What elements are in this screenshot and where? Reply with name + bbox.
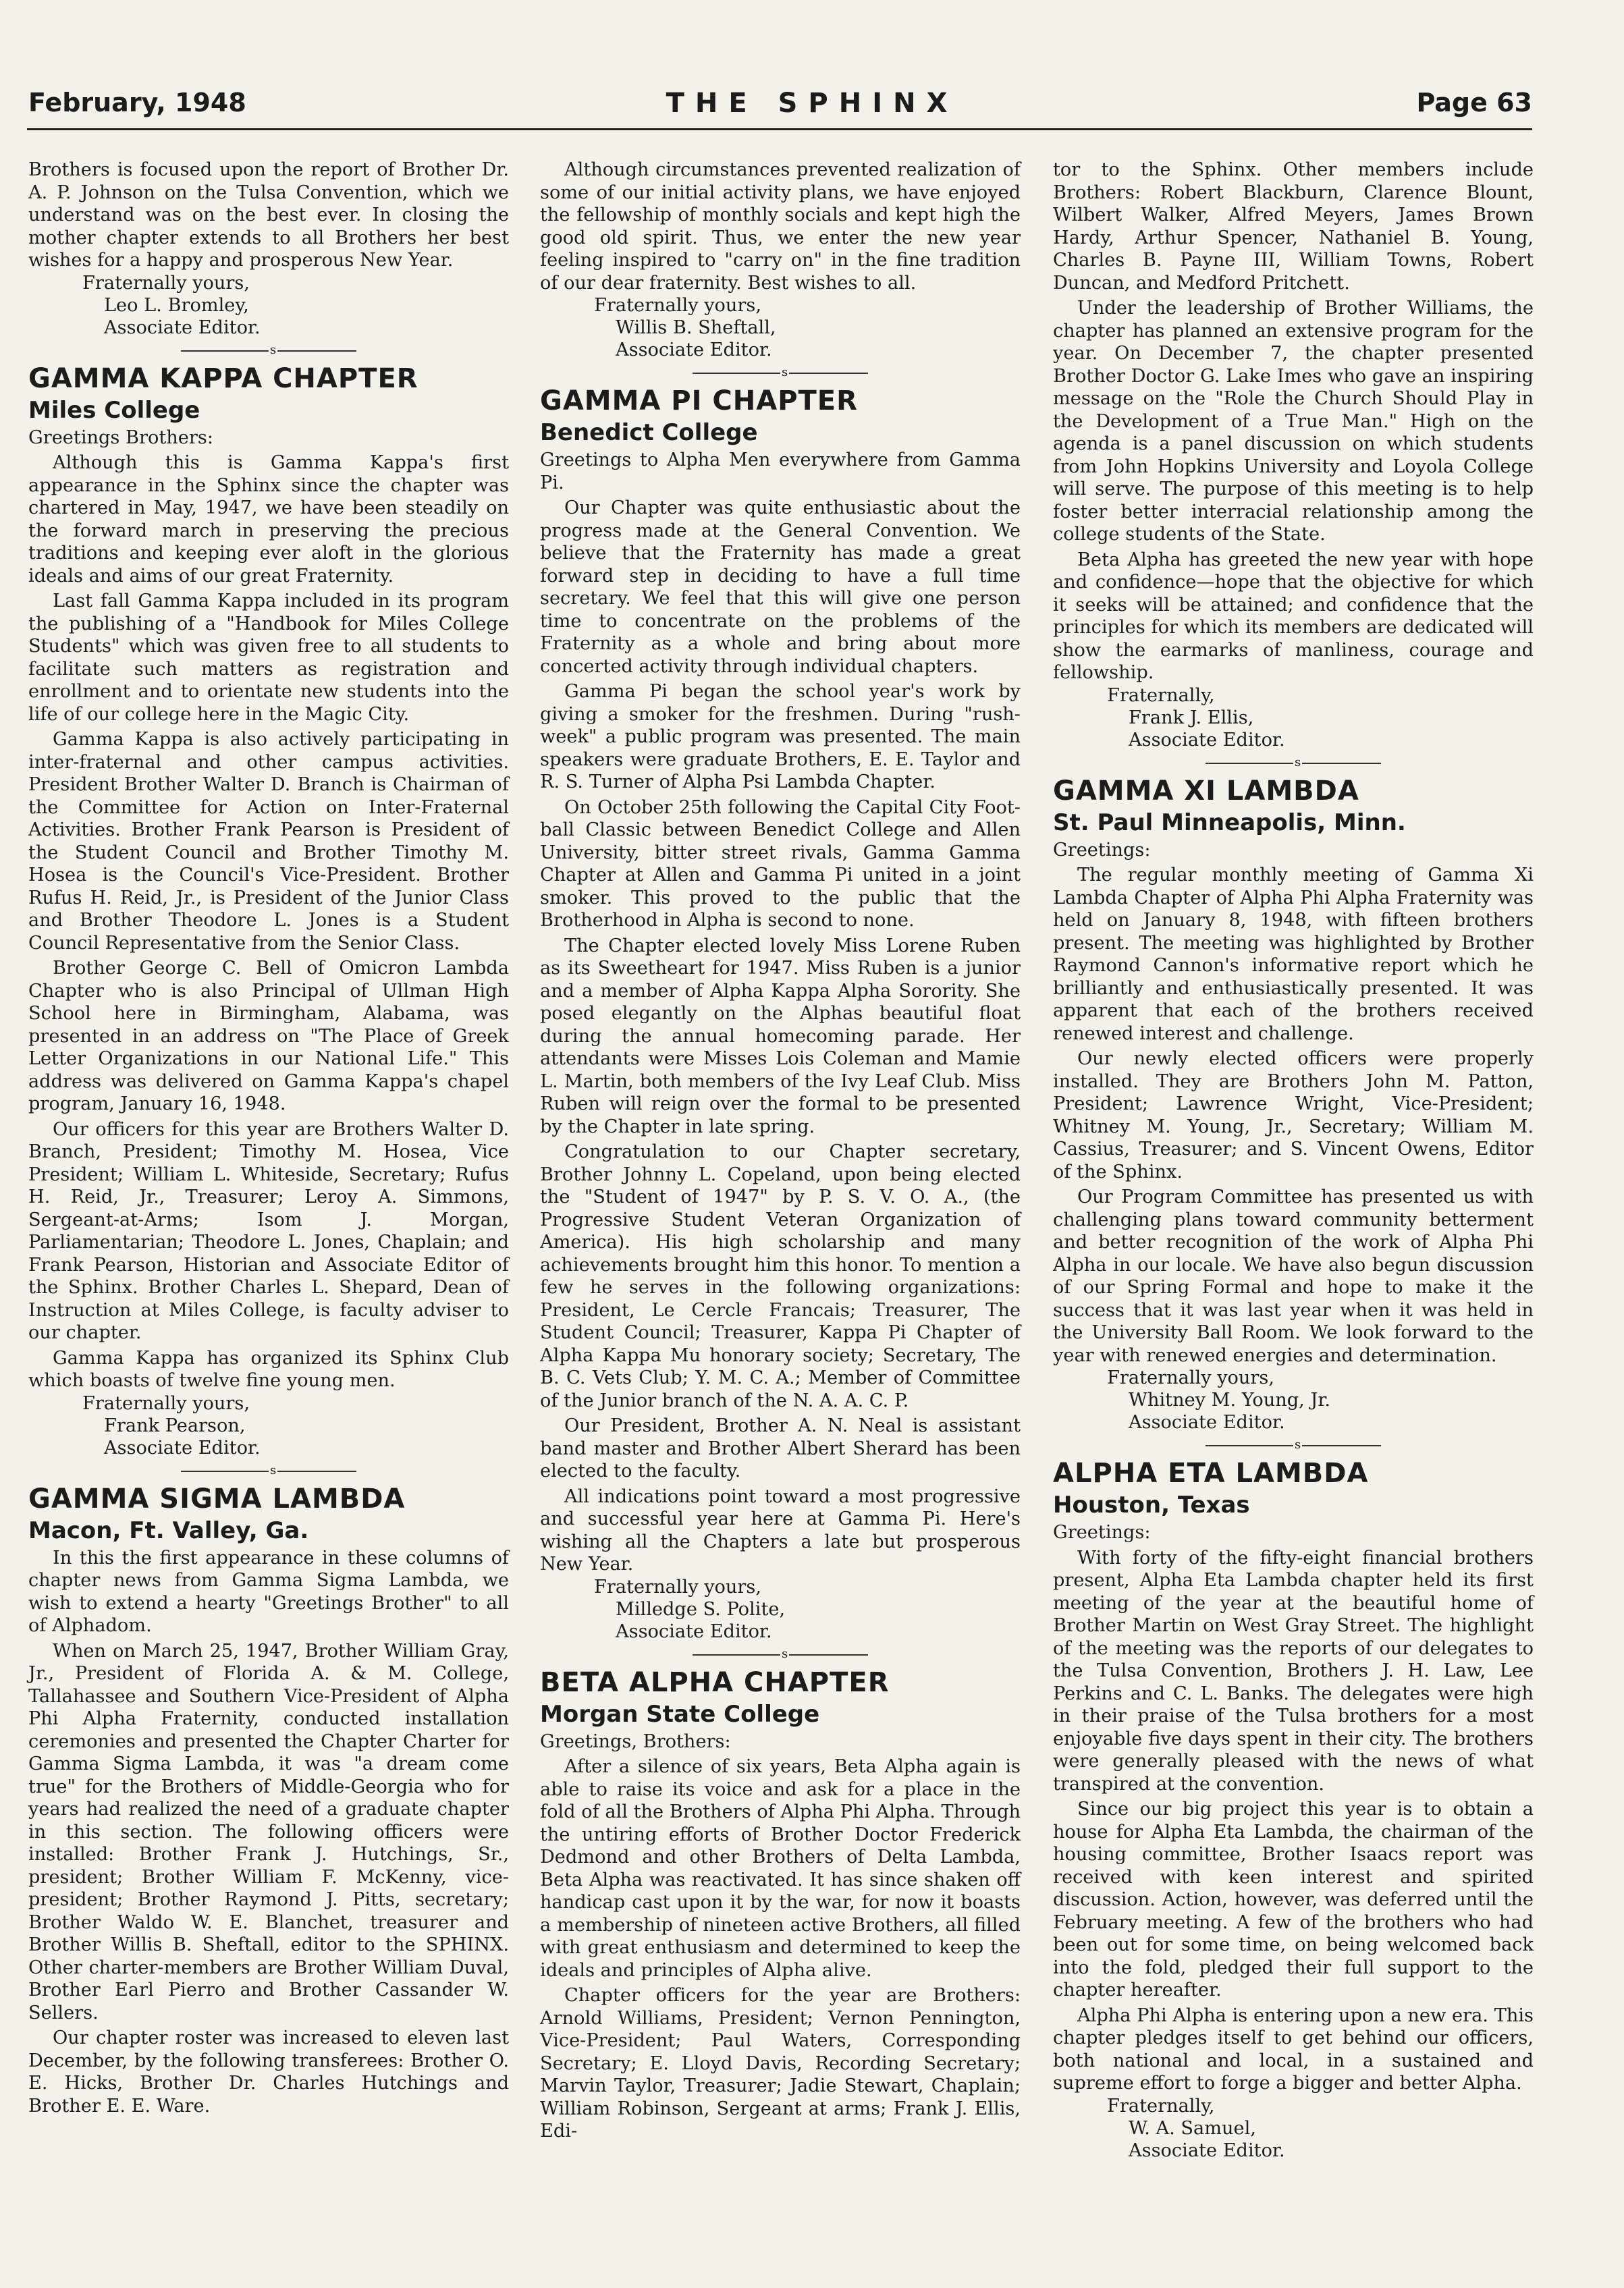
column-3 xyxy=(1053,159,1534,2162)
article-paragraph: Our Chapter was quite enthusiastic about the progress made at the General Convention. We believe that the Fraternity has made a great forward step in deciding to have a full time secretary. We feel that this will give one person time to concentrate on the problems of the Fraternity as a whole and bring about more concerted activity through individual chapters. xyxy=(540,497,1021,677)
chapter-heading: ALPHA ETA LAMBDA xyxy=(1053,1458,1369,1489)
article-paragraph: Although this is Gamma Kappa's first appearance in the Sphinx since the chapter was chartered in May, 1947, we have been steadily on the forward march in preserving the precious traditions and keeping ever aloft in the glorious ideals and aims of our great Fraternity. xyxy=(28,452,509,587)
signature-line: Frank J. Ellis, xyxy=(1129,707,1254,728)
article-paragraph: Under the leadership of Brother Williams, the chapter has planned an extensive program for the year. On December 7, the chapter presented Brother Doctor G. Lake Imes who gave an inspiring message on the "Role the Church Should Play in the Development of a True Man." High on the agenda is a panel discussion on which students from John Hopkins University and Loyola College will serve. The purpose of this meeting is to help foster better interracial relationship among the college students of the State. xyxy=(1053,298,1534,545)
divider-line xyxy=(181,350,356,352)
column-1 xyxy=(28,159,509,2117)
section-divider xyxy=(540,365,1021,379)
article-paragraph: Chapter officers for the year are Brothers: Arnold Williams, President; Vernon Pennington, Vice-President; Paul Waters, Corresponding Secretary; E. Lloyd Davis, Recording Secretary; Marvin Taylor, Treasurer; Jadie Stewart, Chaplain; William Robinson, Sergeant at arms; Frank J. Ellis, Edi- xyxy=(540,1985,1021,2142)
article-paragraph: Beta Alpha has greeted the new year with hope and confidence—hope that the objective for which it seeks will be attained; and confidence that the principles for which its members are dedicated will show the earmarks of manliness, courage and fellowship. xyxy=(1053,549,1534,683)
article-paragraph: Our Program Committee has presented us with challenging plans toward community betterment and better recognition of the work of Alpha Phi Alpha in our locale. We have also begun discussion of our Spring Formal and hope to make it the success that it was last year when it was held in the University Ball Room. We look forward to the year with renewed energies and determination. xyxy=(1053,1187,1534,1366)
article-paragraph: On October 25th following the Capital City Foot-ball Classic between Benedict College and Allen University, bitter street rivals, Gamma Gamma Chapter at Allen and Gamma Pi united in a joint smoker. This proved to the public that the Brotherhood in Alpha is second to none. xyxy=(540,796,1021,931)
article-paragraph: Since our big project this year is to obtain a house for Alpha Eta Lambda, the chairman of the housing committee, Brother Isaacs report was received with keen interest and spirited discussion. Action, however, was deferred until the February meeting. A few of the brothers who had been out for some time, on being welcomed back into the fold, pledged their full support to the chapter hereafter. xyxy=(1053,1799,1534,2000)
article-paragraph: Our newly elected officers were properly installed. They are Brothers John M. Patton, President; Lawrence Wright, Vice-President; Whitney M. Young, Jr., Secretary; William M. Cassius, Treasurer; and S. Vincent Owens, Editor of the Sphinx. xyxy=(1053,1048,1534,1182)
signature-line: W. A. Samuel, xyxy=(1129,2117,1256,2139)
signature-line: Associate Editor. xyxy=(1129,729,1285,751)
signature-line: Fraternally yours, xyxy=(1107,1367,1275,1388)
signature-block xyxy=(540,294,1021,361)
signature-line: Associate Editor. xyxy=(104,1437,261,1459)
article-paragraph: Our officers for this year are Brothers Walter D. Branch, President; Timothy M. Hosea, Vice President; William L. Whiteside, Secretary; Rufus H. Reid, Jr., Treasurer; Leroy A. Simmons, Sergeant-at-Arms; Isom J. Morgan, Parliamentarian; Theodore L. Jones, Chaplain; and Frank Pearson, Historian and Associate Editor of the Sphinx. Brother Charles L. Shepard, Dean of Instruction at Miles College, is faculty adviser to our chapter. xyxy=(28,1118,509,1343)
article-paragraph: All indications point toward a most progressive and successful year here at Gamma Pi. Here's wishing all the Chapters a late but prosperous New Year. xyxy=(540,1486,1021,1575)
greeting-line: Greetings: xyxy=(1053,1522,1151,1543)
section-divider xyxy=(28,343,509,356)
chapter-heading: GAMMA PI CHAPTER xyxy=(540,385,858,416)
signature-line: Fraternally yours, xyxy=(82,1392,250,1414)
signature-line: Fraternally yours, xyxy=(594,295,762,316)
article-paragraph: Gamma Kappa has organized its Sphinx Club which boasts of twelve fine young men. xyxy=(28,1347,509,1391)
article-paragraph: Our chapter roster was increased to eleven last December, by the following transferees: Brother O. E. Hicks, Brother Dr. Charles Hutchings and Brother E. E. Ware. xyxy=(28,2027,509,2117)
signature-block xyxy=(1053,2095,1534,2162)
divider-line xyxy=(181,1471,356,1472)
signature-block xyxy=(28,1392,509,1459)
article-paragraph: In this the first appearance in these columns of chapter news from Gamma Sigma Lambda, we wish to extend a hearty "Greetings Brother" to all of Alphadom. xyxy=(28,1547,509,1636)
article-paragraph: After a silence of six years, Beta Alpha again is able to raise its voice and ask for a place in the fold of all the Brothers of Alpha Phi Alpha. Through the untiring efforts of Brother Doctor Frederick Dedmond and other Brothers of Delta Lambda, Beta Alpha was reactivated. It has since shaken off handicap cast upon it by the war, for now it boasts a membership of nineteen active Brothers, all filled with great enthusiasm and determined to keep the ideals and principles of Alpha alive. xyxy=(540,1756,1021,1981)
article-paragraph: Gamma Pi began the school year's work by giving a smoker for the freshmen. During "rush-week" a public program was presented. The main speakers were graduate Brothers, E. E. Taylor and R. S. Turner of Alpha Psi Lambda Chapter. xyxy=(540,681,1021,792)
header-rule xyxy=(27,128,1532,130)
signature-line: Associate Editor. xyxy=(616,339,772,360)
signature-line: Associate Editor. xyxy=(1129,2140,1285,2161)
article-paragraph: With forty of the fifty-eight financial brothers present, Alpha Eta Lambda chapter held its first meeting of the year at the beautiful home of Brother Martin on West Gray Street. The highlight of the meeting was the reports of our delegates to the Tulsa Convention, Brothers J. H. Law, Lee Perkins and C. L. Banks. The delegates were high in their praise of the Tulsa brothers for a most enjoyable five days spent in their city. The brothers were generally pleased with the news of what transpired at the convention. xyxy=(1053,1547,1534,1795)
header-date: February, 1948 xyxy=(28,88,246,117)
divider-line xyxy=(693,373,868,374)
signature-line: Associate Editor. xyxy=(616,1620,772,1642)
signature-line: Milledge S. Polite, xyxy=(616,1598,786,1620)
signature-line: Willis B. Sheftall, xyxy=(616,317,776,338)
chapter-heading: GAMMA SIGMA LAMBDA xyxy=(28,1483,406,1515)
article-paragraph: tor to the Sphinx. Other members include Brothers: Robert Blackburn, Clarence Blount, Wilbert Walker, Alfred Meyers, James Brown Hardy, Arthur Spencer, Nathaniel B. Young, Charles B. Payne III, William Towns, Robert Duncan, and Medford Pritchett. xyxy=(1053,159,1534,294)
greeting-line: Greetings, Brothers: xyxy=(540,1731,731,1752)
greeting-line: Greetings: xyxy=(1053,839,1151,861)
signature-line: Frank Pearson, xyxy=(104,1415,246,1436)
article-paragraph: Last fall Gamma Kappa included in its program the publishing of a "Handbook for Miles College Students" which was given free to all students to facilitate such matters as registration and enrollment and to orientate new students into the life of our college here in the Magic City. xyxy=(28,591,509,725)
signature-line: Fraternally yours, xyxy=(594,1576,762,1598)
article-paragraph: Brother George C. Bell of Omicron Lambda Chapter who is also Principal of Ullman High School here in Birmingham, Alabama, was presented in an address on "The Place of Greek Letter Organizations in our National Life." This address was delivered on Gamma Kappa's chapel program, January 16, 1948. xyxy=(28,958,509,1114)
signature-line: Associate Editor. xyxy=(1129,1412,1285,1433)
article-paragraph: Gamma Kappa is also actively participating in inter-fraternal and other campus activities. President Brother Walter D. Branch is Chairman of the Committee for Action on Inter-Fraternal Activities. Brother Frank Pearson is President of the Student Council and Brother Timothy M. Hosea is the Council's Vice-President. Brother Rufus H. Reid, Jr., is President of the Junior Class and Brother Theodore L. Jones is a Student Council Representative from the Senior Class. xyxy=(28,729,509,954)
signature-line: Whitney M. Young, Jr. xyxy=(1129,1390,1331,1411)
chapter-heading: GAMMA XI LAMBDA xyxy=(1053,775,1359,807)
signature-line: Leo L. Bromley, xyxy=(104,294,249,316)
section-divider xyxy=(540,1647,1021,1660)
signature-line: Fraternally yours, xyxy=(82,272,250,294)
chapter-location: Morgan State College xyxy=(540,1700,820,1728)
signature-line: Fraternally, xyxy=(1107,684,1215,706)
chapter-location: Miles College xyxy=(28,396,200,424)
signature-line: Fraternally, xyxy=(1107,2095,1215,2117)
signature-line: Associate Editor. xyxy=(104,317,261,338)
column-2 xyxy=(540,159,1021,2143)
chapter-location: Houston, Texas xyxy=(1053,1492,1250,1519)
chapter-heading: BETA ALPHA CHAPTER xyxy=(540,1666,890,1698)
divider-line xyxy=(1206,1445,1381,1446)
article-paragraph: Brothers is focused upon the report of Brother Dr. A. P. Johnson on the Tulsa Convention, which we understand was on the best ever. In closing the mother chapter extends to all Brothers her best wishes for a happy and prosperous New Year. xyxy=(28,159,509,271)
article-paragraph: When on March 25, 1947, Brother William Gray, Jr., President of Florida A. & M. College, Tallahassee and Southern Vice-President of Alpha Phi Alpha Fraternity, conducted installation ceremonies and presented the Chapter Charter for Gamma Sigma Lambda, it was "a dream come true" for the Brothers of Middle-Georgia who for years had realized the need of a graduate chapter in this section. The following officers were installed: Brother Frank J. Hutchings, Sr., president; Brother William F. McKenny, vice-president; Brother Raymond J. Pitts, secretary; Brother Waldo W. E. Blanchet, treasurer and Brother Willis B. Sheftall, editor to the SPHINX. Other charter-members are Brother William Duval, Brother Earl Pierro and Brother Cassander W. Sellers. xyxy=(28,1640,509,2023)
greeting-line: Greetings to Alpha Men everywhere from Gamma Pi. xyxy=(540,450,1021,493)
article-paragraph: Alpha Phi Alpha is entering upon a new era. This chapter pledges itself to get behind our officers, both national and local, in a sustained and supreme effort to forge a bigger and better Alpha. xyxy=(1053,2005,1534,2094)
article-paragraph: Congratulation to our Chapter secretary, Brother Johnny L. Copeland, upon being elected the "Student of 1947" by P. S. V. O. A., (the Progressive Student Veteran Organization of America). His high scholarship and many achievements brought him this honor. To mention a few he serves in the following organizations: President, Le Cercle Francais; Treasurer, The Student Council; Treasurer, Kappa Pi Chapter of Alpha Kappa Mu honorary society; Secretary, The B. C. Vets Club; Y. M. C. A.; Member of Committee of the Junior branch of the N. A. A. C. P. xyxy=(540,1141,1021,1411)
header-title: THE SPHINX xyxy=(666,88,958,119)
divider-line xyxy=(693,1654,868,1656)
divider-line xyxy=(1206,763,1381,764)
section-divider xyxy=(28,1463,509,1477)
chapter-location: Macon, Ft. Valley, Ga. xyxy=(28,1517,309,1544)
chapter-location: Benedict College xyxy=(540,419,758,446)
chapter-heading: GAMMA KAPPA CHAPTER xyxy=(28,362,418,394)
chapter-location: St. Paul Minneapolis, Minn. xyxy=(1053,809,1406,836)
header-page-number: Page 63 xyxy=(1416,88,1532,117)
section-divider xyxy=(1053,755,1534,769)
signature-block xyxy=(540,1576,1021,1643)
signature-block xyxy=(1053,1367,1534,1434)
signature-block xyxy=(28,272,509,339)
article-paragraph: Our President, Brother A. N. Neal is assistant band master and Brother Albert Sherard has been elected to the faculty. xyxy=(540,1415,1021,1481)
signature-block xyxy=(1053,684,1534,751)
greeting-line: Greetings Brothers: xyxy=(28,427,213,448)
article-paragraph: The Chapter elected lovely Miss Lorene Ruben as its Sweetheart for 1947. Miss Ruben is a junior and a member of Alpha Kappa Alpha Sorority. She posed elegantly on the Alphas beautiful float during the annual homecoming parade. Her attendants were Misses Lois Coleman and Mamie L. Martin, both members of the Ivy Leaf Club. Miss Ruben will reign over the formal to be presented by the Chapter in late spring. xyxy=(540,935,1021,1137)
article-paragraph: The regular monthly meeting of Gamma Xi Lambda Chapter of Alpha Phi Alpha Fraternity was held on January 8, 1948, with fifteen brothers present. The meeting was highlighted by Brother Raymond Cannon's informative report which he brilliantly and enthusiastically presented. It was apparent that each of the brothers received renewed interest and challenge. xyxy=(1053,865,1534,1044)
section-divider xyxy=(1053,1438,1534,1451)
article-paragraph: Although circumstances prevented realization of some of our initial activity plans, we have enjoyed the fellowship of monthly socials and kept high the good old spirit. Thus, we enter the new year feeling inspired to "carry on" in the fine tradition of our dear fraternity. Best wishes to all. xyxy=(540,159,1021,294)
